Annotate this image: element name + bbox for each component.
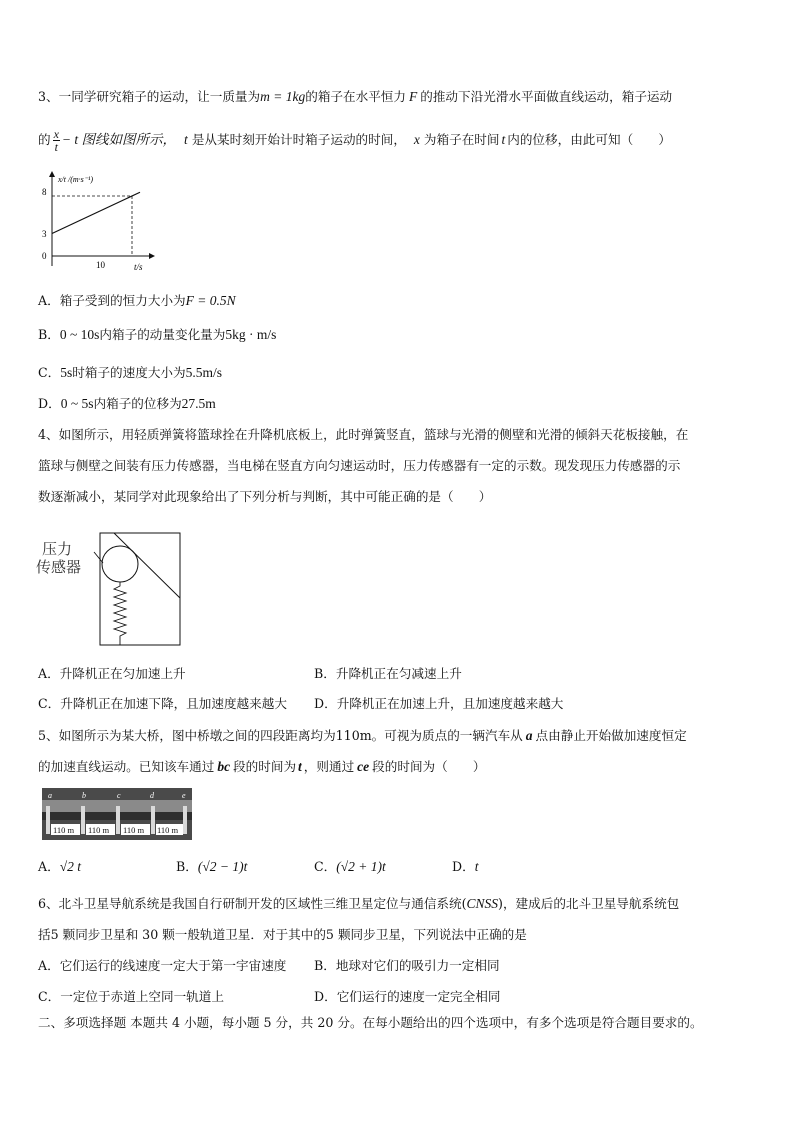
sensor-label-line1: 压力	[42, 542, 73, 558]
bridge-label-b: b	[82, 791, 86, 800]
q3-var-t: t	[501, 132, 506, 147]
q3-force-symbol: F	[408, 89, 418, 104]
option-math: 5s	[60, 365, 73, 380]
q5-stem-line2	[38, 758, 486, 776]
q5-text: ，则通过	[303, 759, 355, 774]
q5-option-c[interactable]	[314, 858, 386, 876]
q3-fraction	[53, 128, 60, 153]
basketball	[102, 546, 138, 582]
bridge-label-e: e	[182, 791, 186, 800]
tick-label-0: 0	[42, 251, 47, 261]
q6-text: 6、北斗卫星导航系统是我国自行研制开发的区域性三维卫星定位与通信系统(	[38, 896, 467, 911]
bridge-label-d: d	[150, 791, 154, 800]
option-label: A．箱子受到的恒力大小为	[38, 293, 186, 308]
bridge-label-a: a	[48, 791, 52, 800]
q3-option-b[interactable]	[38, 326, 276, 344]
option-value: 5kg · m/s	[225, 327, 277, 342]
span-label-de: 110 m	[157, 825, 179, 835]
option-label: C．	[38, 365, 61, 380]
q6-option-b[interactable]: B．地球对它们的吸引力一定相同	[314, 958, 500, 973]
option-value: (√2 + 1)t	[336, 859, 386, 874]
bridge-pier	[151, 806, 155, 834]
q4-stem-line1: 4、如图所示，用轻质弹簧将篮球拴在升降机底板上，此时弹簧竖直，篮球与光滑的侧壁和光滑的倾斜天花板接触，在	[38, 427, 689, 442]
span-label-bc: 110 m	[88, 825, 110, 835]
q3-text: 的	[38, 132, 51, 147]
q6-stem-line2: 括5 颗同步卫星和 30 颗一般轨道卫星．对于其中的5 颗同步卫星，下列说法中正确的是	[38, 927, 527, 942]
q5-text: 的加速直线运动。已知该车通过	[38, 759, 215, 774]
bridge-pier	[183, 806, 187, 834]
option-label: B．	[176, 859, 198, 874]
option-label: B．	[38, 327, 60, 342]
option-value: t	[474, 859, 479, 874]
section-2-heading: 二、多项选择题 本题共 4 小题，每小题 5 分，共 20 分。在每小题给出的四个选项中，有多个选项是符合题目要求的。	[38, 1015, 703, 1030]
q5-option-d[interactable]	[452, 858, 478, 876]
span-label-cd: 110 m	[123, 825, 145, 835]
q3-text: 的箱子在水平恒力	[305, 89, 406, 104]
sensor-pointer	[94, 552, 103, 563]
q3-text: 为箱子在时间	[423, 132, 500, 147]
q5-point-a: a	[525, 728, 533, 743]
sensor-label-line2: 传感器	[36, 560, 82, 576]
q3-frac-num: x	[53, 127, 59, 141]
q5-option-a[interactable]	[38, 858, 81, 876]
q4-option-a[interactable]: A．升降机正在匀加速上升	[38, 666, 186, 681]
q3-text: 的推动下沿光滑水平面做直线运动，箱子运动	[420, 89, 673, 104]
q6-text: )，建成后的北斗卫星导航系统包	[498, 896, 680, 911]
option-value: √2 t	[59, 859, 81, 874]
bridge-pier	[81, 806, 85, 834]
elevator-box	[100, 533, 180, 645]
q3-mass: m = 1kg	[260, 89, 306, 104]
q4-option-d[interactable]: D．升降机正在加速上升，且加速度越来越大	[314, 696, 564, 711]
bridge-pier	[116, 806, 120, 834]
q3-text: 是从某时刻开始计时箱子运动的时间，	[191, 132, 406, 147]
bridge-label-c: c	[117, 791, 121, 800]
spring	[114, 582, 126, 645]
option-label: C．	[314, 859, 337, 874]
option-value: 5.5m/s	[185, 365, 222, 380]
y-axis-label: x/t /(m·s⁻¹)	[58, 175, 94, 184]
q5-stem-line1	[38, 727, 687, 745]
q6-cnss: CNSS	[466, 896, 499, 911]
option-math: 0 ~ 10s	[59, 327, 100, 342]
q3-graph	[30, 168, 160, 276]
q4-option-c[interactable]: C．升降机正在加速下降，且加速度越来越大	[38, 696, 287, 711]
q3-stem-line1	[38, 88, 672, 106]
q5-option-b[interactable]	[176, 858, 247, 876]
q6-stem-line1	[38, 895, 679, 913]
option-math: F = 0.5N	[185, 293, 236, 308]
option-math: 0 ~ 5s	[60, 396, 94, 411]
q6-option-c[interactable]: C．一定位于赤道上空同一轨道上	[38, 989, 224, 1004]
q3-text: 内的位移，由此可知（ ）	[507, 132, 671, 147]
option-label: D．	[452, 859, 475, 874]
q4-stem-line3: 数逐渐减小，某同学对此现象给出了下列分析与判断，其中可能正确的是（ ）	[38, 489, 492, 504]
q6-option-a[interactable]: A．它们运行的线速度一定大于第一宇宙速度	[38, 958, 287, 973]
q5-segment-ce: ce	[357, 759, 370, 774]
tick-label-8: 8	[42, 187, 47, 197]
q4-stem-line2: 篮球与侧壁之间装有压力传感器，当电梯在竖直方向匀速运动时，压力传感器有一定的示数。现发现压力传感器的示	[38, 458, 681, 473]
q4-option-b[interactable]: B．升降机正在匀减速上升	[314, 666, 462, 681]
q3-var-x: x	[413, 132, 420, 147]
tick-label-3: 3	[42, 229, 47, 239]
q5-text: 5、如图所示为某大桥，图中桥墩之间的四段距离均为110m。可视为质点的一辆汽车从	[38, 728, 523, 743]
q5-segment-bc: bc	[217, 759, 231, 774]
q3-text: 3、一同学研究箱子的运动，让一质量为	[38, 89, 261, 104]
option-text: 内箱子的动量变化量为	[99, 327, 226, 342]
option-label: A．	[38, 859, 60, 874]
bridge-pier	[46, 806, 50, 834]
span-label-ab: 110 m	[53, 825, 75, 835]
q3-option-c[interactable]	[38, 364, 222, 382]
q5-text: 段的时间为（ ）	[372, 759, 486, 774]
option-value: 27.5m	[181, 396, 216, 411]
option-text: 内箱子的位移为	[93, 396, 182, 411]
x-axis-label: t/s	[134, 262, 143, 272]
q3-stem-line2	[38, 128, 671, 153]
q5-var-t: t	[298, 759, 302, 774]
q5-text: 段的时间为	[233, 759, 297, 774]
q6-option-d[interactable]: D．它们运行的速度一定完全相同	[314, 989, 501, 1004]
q3-text: − t 图线如图所示，	[61, 132, 177, 147]
option-label: D．	[38, 396, 61, 411]
q3-var-t: t	[184, 132, 188, 147]
q3-option-a[interactable]	[38, 292, 236, 310]
inclined-ceiling	[114, 533, 180, 598]
q5-text: 点由静止开始做加速度恒定	[535, 728, 687, 743]
option-value: (√2 − 1)t	[197, 859, 248, 874]
series-line	[52, 192, 140, 233]
q3-option-d[interactable]	[38, 395, 216, 413]
q4-elevator-diagram	[36, 530, 186, 650]
tick-label-10: 10	[96, 260, 105, 270]
q5-bridge-photo	[42, 788, 192, 840]
option-text: 时箱子的速度大小为	[72, 365, 186, 380]
q3-frac-den: t	[54, 140, 58, 154]
